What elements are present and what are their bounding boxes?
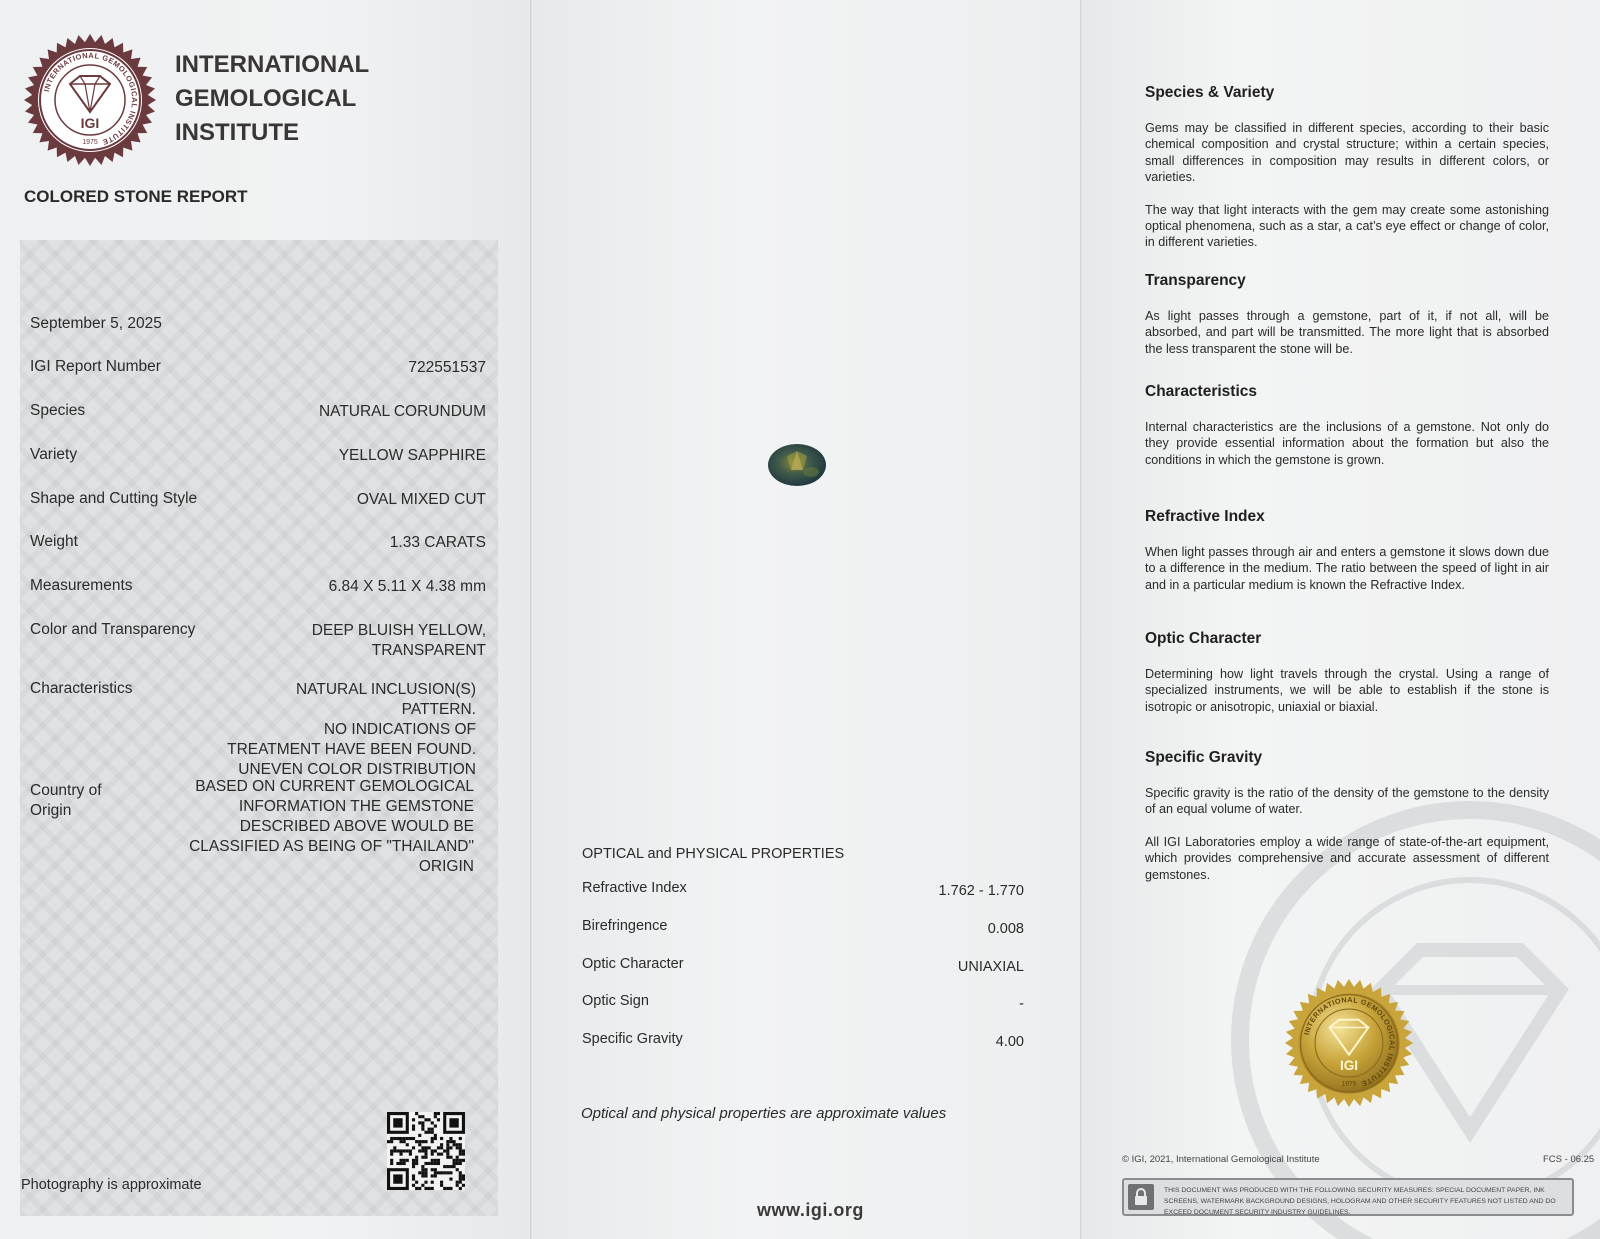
- gemstone-photo: [767, 442, 827, 488]
- optical-property-value: 4.00: [995, 1034, 1024, 1050]
- report-field-label: Country of Origin: [30, 782, 102, 819]
- report-field-value: NATURAL INCLUSION(S) PATTERN. NO INDICATIONS OF TREATMENT HAVE BEEN FOUND. UNEVEN COLOR DISTRIBUTION: [227, 681, 476, 778]
- report-field-label: IGI Report Number: [30, 358, 161, 375]
- info-section-text: Gems may be classified in different species, according to their basic chemical composition and crystal structure; within a certain species, small differences in composition may results in different colors, or varieties.: [1145, 121, 1549, 185]
- report-field-label: Shape and Cutting Style: [30, 490, 198, 507]
- svg-text:INTERNATIONAL GEMOLOGICAL INST: INTERNATIONAL GEMOLOGICAL INSTITUTE: [1302, 995, 1397, 1089]
- optical-properties-title: OPTICAL and PHYSICAL PROPERTIES: [582, 846, 845, 862]
- lock-icon: [1128, 1184, 1154, 1210]
- gold-seal-mark: IGI: [1339, 1058, 1359, 1074]
- seal-year: 1975: [82, 139, 98, 146]
- info-section: [1145, 508, 1549, 593]
- info-section-text: All IGI Laboratories employ a wide range of state-of-the-art equipment, which provides comprehensive and accurate assessment of different gemstones.: [1145, 834, 1549, 882]
- info-section-text: Specific gravity is the ratio of the density of the gemstone to the density of an equal volume of water.: [1145, 786, 1549, 817]
- report-field-label: Weight: [30, 533, 78, 550]
- optical-property-label: Birefringence: [582, 918, 668, 934]
- form-code: FCS - 06.25: [1543, 1154, 1595, 1165]
- report-field-label: Variety: [30, 446, 78, 463]
- optical-property-value: UNIAXIAL: [957, 959, 1024, 975]
- report-field-value: NATURAL CORUNDUM: [318, 403, 486, 420]
- report-field-value: DEEP BLUISH YELLOW, TRANSPARENT: [311, 622, 486, 659]
- report-field-label: Color and Transparency: [30, 621, 196, 638]
- institute-name: [175, 48, 369, 150]
- svg-text:INTERNATIONAL GEMOLOGICAL INST: INTERNATIONAL GEMOLOGICAL INSTITUTE: [41, 50, 140, 148]
- info-section-title: Refractive Index: [1145, 508, 1265, 525]
- report-field-value: OVAL MIXED CUT: [356, 491, 486, 508]
- institute-name-line3: INSTITUTE: [175, 119, 299, 146]
- optical-properties-note: Optical and physical properties are approximate values: [581, 1105, 947, 1122]
- report-field-value: 722551537: [408, 359, 486, 376]
- report-date-text: September 5, 2025: [30, 315, 162, 332]
- info-section-text: When light passes through air and enters a gemstone it slows down due to a difference in the medium. The ratio between the speed of light in air and in a particular medium is known the Refractive Index.: [1145, 545, 1549, 592]
- report-panel-center: [532, 0, 1080, 1239]
- igi-seal-logo: [22, 32, 158, 168]
- qr-code[interactable]: [387, 1112, 465, 1190]
- report-field-label: Measurements: [30, 577, 133, 594]
- report-field-label: Species: [30, 402, 86, 419]
- info-section-title: Optic Character: [1145, 630, 1262, 647]
- gold-hologram-seal: [1283, 977, 1415, 1109]
- info-section-title: Characteristics: [1145, 383, 1258, 400]
- security-notice-text: THIS DOCUMENT WAS PRODUCED WITH THE FOLLOWING SECURITY MEASURES: SPECIAL DOCUMENT PAPER, INK SCREENS, WATERMARK BACKGROUND DESIGNS, HOLOGRAM AND OTHER SECURITY FEATURES NOT LISTED AND DO EXCEED DOCUMENT SECURITY INDUSTRY GUIDELINES.: [1164, 1187, 1556, 1216]
- report-field-value: BASED ON CURRENT GEMOLOGICAL INFORMATION THE GEMSTONE DESCRIBED ABOVE WOULD BE CLASSIFIED AS BEING OF "THAILAND" ORIGIN: [189, 778, 474, 875]
- info-section: [1145, 383, 1549, 468]
- report-field-label: Characteristics: [30, 680, 133, 697]
- seal-mark-text: IGI: [80, 115, 100, 131]
- report-field-value: 1.33 CARATS: [389, 534, 486, 551]
- info-section: [1145, 630, 1549, 715]
- institute-name-line2: GEMOLOGICAL: [175, 85, 357, 112]
- info-section-text: Determining how light travels through the crystal. Using a range of specialized instruments, we will be able to establish if the stone is isotropic or anisotropic, uniaxial or biaxial.: [1145, 667, 1549, 714]
- photography-note: Photography is approximate: [21, 1177, 202, 1193]
- info-section-title: Transparency: [1145, 272, 1246, 289]
- info-section-text: The way that light interacts with the gem may create some astonishing optical phenomena, such as a star, a cat’s eye effect or change of color, in different varieties.: [1145, 202, 1549, 250]
- info-section: [1145, 272, 1549, 357]
- info-section-text: As light passes through a gemstone, part of it, if not all, will be absorbed, and part will be transmitted. The more light that is absorbed the less transparent the stone will be.: [1145, 309, 1549, 356]
- optical-property-label: Optic Sign: [582, 993, 649, 1009]
- optical-property-value: 0.008: [987, 921, 1024, 937]
- optical-property-value: -: [1019, 996, 1024, 1012]
- security-notice: [1122, 1178, 1574, 1216]
- report-field-value: 6.84 X 5.11 X 4.38 mm: [328, 578, 486, 595]
- info-section: [1145, 749, 1549, 883]
- info-section-text: Internal characteristics are the inclusions of a gemstone. Not only do they provide essential information about the formation but also the conditions in which the gemstone is grown.: [1145, 420, 1549, 467]
- optical-property-value: 1.762 - 1.770: [938, 883, 1024, 899]
- info-section: [1145, 84, 1549, 251]
- info-section-title: Species & Variety: [1145, 84, 1275, 101]
- website-link[interactable]: www.igi.org: [757, 1200, 864, 1220]
- optical-property-label: Refractive Index: [582, 880, 687, 896]
- report-title: COLORED STONE REPORT: [24, 187, 248, 206]
- gold-seal-year: 1975: [1341, 1080, 1357, 1088]
- report-field-value: YELLOW SAPPHIRE: [338, 447, 486, 464]
- info-section-title: Specific Gravity: [1145, 749, 1263, 766]
- optical-property-label: Specific Gravity: [582, 1031, 683, 1047]
- optical-property-label: Optic Character: [582, 956, 684, 972]
- copyright-text: © IGI, 2021, International Gemological Institute: [1122, 1154, 1320, 1165]
- institute-name-line1: INTERNATIONAL: [175, 51, 370, 78]
